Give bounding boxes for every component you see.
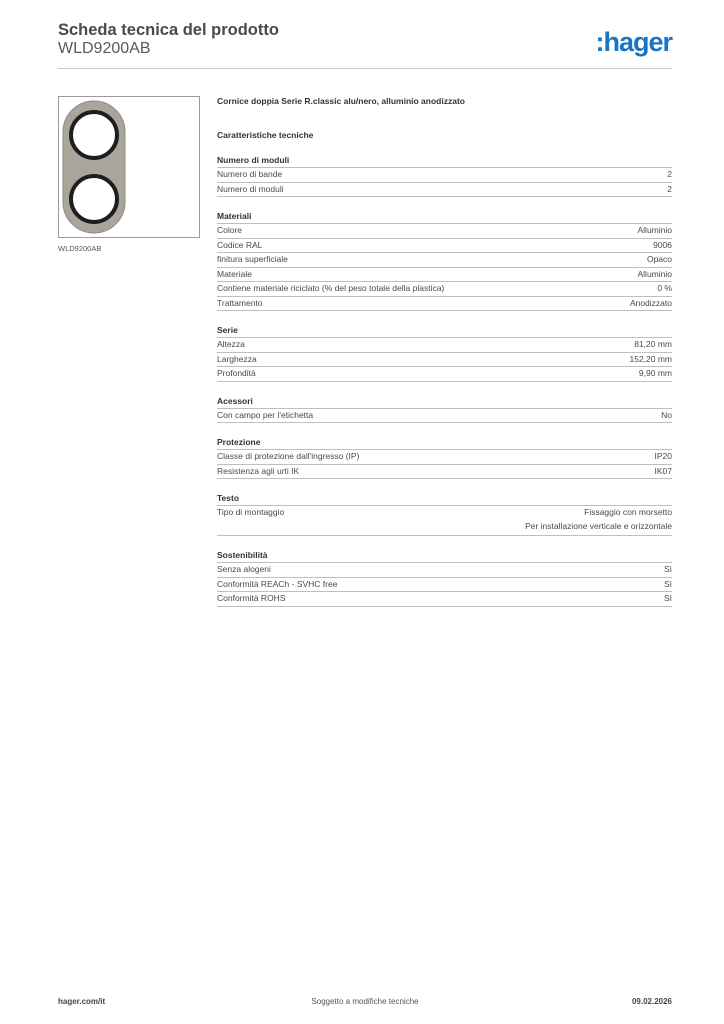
spec-value-line: Sì [663, 564, 672, 574]
spec-value-line: Alluminio [637, 225, 672, 235]
spec-value [630, 297, 672, 311]
section-title: Protezione [217, 436, 672, 450]
spec-value-line: 2 [667, 169, 672, 179]
footer-note: Soggetto a modifiche tecniche [311, 997, 419, 1006]
page-header [58, 20, 672, 68]
spec-row [217, 224, 672, 239]
spec-row [217, 578, 672, 593]
spec-value-line: 9006 [653, 239, 672, 250]
spec-value [634, 338, 672, 352]
spec-row [217, 450, 672, 465]
spec-row [217, 253, 672, 268]
section-title: Testo [217, 492, 672, 506]
spec-value-line: Anodizzato [629, 297, 672, 308]
spec-label: Resistenza agli urti IK [217, 465, 300, 476]
frame-ring-bottom [71, 176, 117, 222]
spec-value-line: IK07 [654, 465, 672, 476]
spec-value [653, 239, 672, 253]
spec-heading: Caratteristiche tecniche [217, 130, 314, 140]
footer-website-link[interactable]: hager.com/it [58, 997, 106, 1006]
spec-row [217, 506, 672, 536]
spec-section [217, 395, 672, 424]
spec-value-line: IP20 [654, 451, 672, 461]
spec-value [525, 506, 672, 533]
spec-label: Larghezza [217, 353, 257, 364]
document-title: Scheda tecnica del prodotto [58, 21, 279, 39]
section-title: Sostenibilità [217, 549, 672, 563]
spec-sections [217, 154, 672, 607]
spec-section [217, 154, 672, 197]
hager-logo[interactable]: :hager [595, 27, 672, 57]
spec-label: Tipo di montaggio [217, 507, 285, 517]
spec-label: Con campo per l'etichetta [217, 409, 314, 420]
spec-row [217, 353, 672, 368]
spec-value [629, 353, 672, 367]
frame-ring-top [71, 112, 117, 158]
spec-value-line: 0 % [657, 283, 672, 293]
spec-value [655, 465, 673, 479]
spec-label: Altezza [217, 339, 245, 349]
spec-row [217, 297, 672, 312]
spec-label: Profondità [217, 368, 256, 378]
spec-sheet [217, 95, 672, 607]
spec-label: Contiene materiale riciclato (% del peso totale della plastica) [217, 283, 445, 293]
section-title: Serie [217, 324, 672, 338]
spec-value [664, 592, 672, 606]
double-frame-illustration [59, 97, 199, 237]
header-divider [58, 68, 672, 69]
spec-value-line: Sì [663, 578, 672, 589]
product-image [58, 96, 200, 238]
spec-label: Numero di moduli [217, 183, 284, 194]
spec-value [647, 253, 672, 267]
spec-label: Senza alogeni [217, 564, 271, 574]
spec-label: Conformità REACh - SVHC free [217, 578, 338, 589]
section-title: Materiali [217, 210, 672, 224]
spec-value [638, 268, 673, 282]
spec-value [661, 409, 672, 423]
spec-section [217, 324, 672, 382]
spec-value-line: Alluminio [637, 268, 672, 279]
spec-row [217, 592, 672, 607]
spec-label: Classe di protezione dall'ingresso (IP) [217, 451, 360, 461]
spec-value [657, 282, 672, 296]
spec-value-line: 152,20 mm [629, 353, 672, 364]
spec-value-line: Fissaggio con morsetto [584, 507, 672, 517]
spec-row [217, 563, 672, 578]
spec-row [217, 409, 672, 424]
document-subtitle: WLD9200AB [58, 40, 151, 57]
spec-section [217, 436, 672, 479]
spec-label: Colore [217, 225, 243, 235]
spec-label: Conformità ROHS [217, 593, 286, 603]
spec-row [217, 282, 672, 297]
spec-value-line: 81,20 mm [634, 339, 672, 349]
spec-section [217, 549, 672, 607]
spec-value [638, 224, 673, 238]
spec-value [667, 168, 672, 182]
section-title: Acessori [217, 395, 672, 409]
spec-row [217, 338, 672, 353]
spec-label: Numero di bande [217, 169, 283, 179]
spec-value-line: Sì [663, 593, 672, 603]
spec-value [664, 563, 672, 577]
spec-value [667, 183, 672, 197]
spec-value [639, 367, 672, 381]
spec-section [217, 492, 672, 536]
spec-row [217, 367, 672, 382]
spec-section [217, 210, 672, 311]
section-title: Numero di moduli [217, 154, 672, 168]
spec-label: finitura superficiale [217, 254, 288, 264]
image-caption: WLD9200AB [58, 244, 102, 253]
spec-value-line: 2 [667, 183, 672, 194]
spec-value-line: Per installazione verticale e orizzontale [525, 520, 672, 531]
spec-row [217, 239, 672, 254]
product-description: Cornice doppia Serie R.classic alu/nero, alluminio anodizzato [217, 96, 465, 106]
spec-value [664, 578, 672, 592]
spec-row [217, 183, 672, 198]
spec-label: Codice RAL [217, 239, 263, 250]
spec-label: Materiale [217, 268, 252, 279]
spec-row [217, 465, 672, 480]
spec-label: Trattamento [217, 297, 263, 308]
spec-value-line: Opaco [646, 254, 672, 264]
spec-value-line: 9,90 mm [638, 368, 672, 378]
spec-value [655, 450, 673, 464]
spec-row [217, 268, 672, 283]
spec-value-line: No [661, 409, 672, 420]
spec-row [217, 168, 672, 183]
footer-date: 09.02.2026 [631, 997, 672, 1006]
